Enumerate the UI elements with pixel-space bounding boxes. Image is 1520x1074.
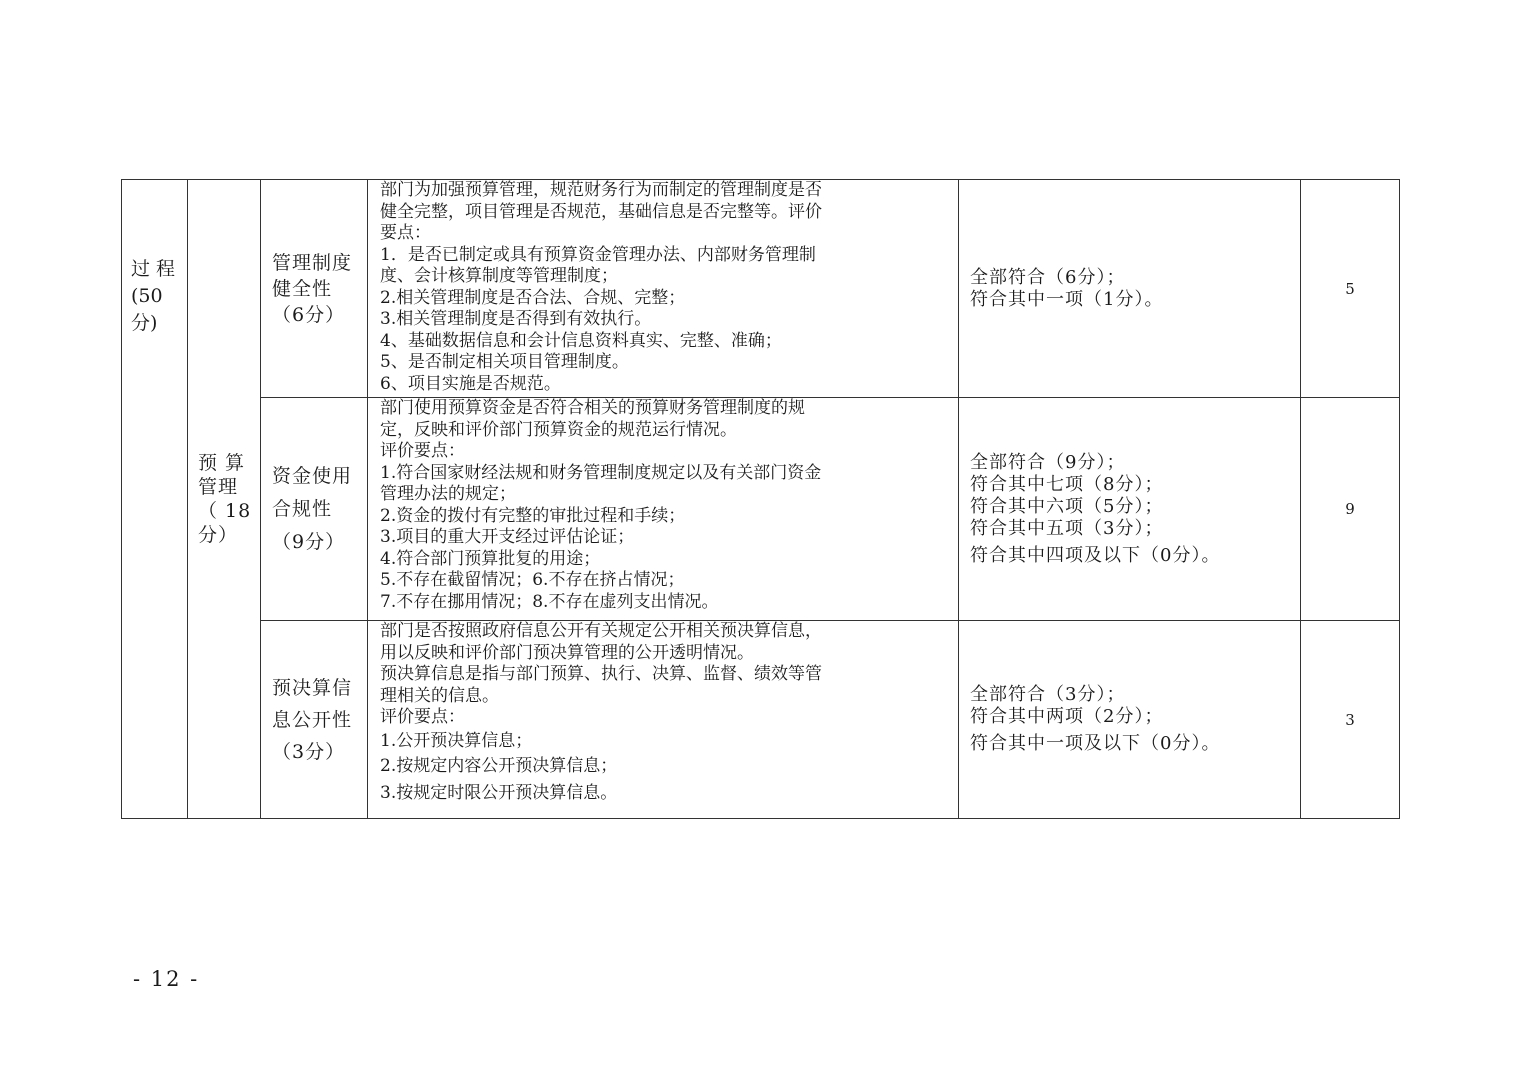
indicator-cell: 预决算信 息公开性 （3分） <box>261 621 368 819</box>
criteria-cell: 部门是否按照政府信息公开有关规定公开相关预决算信息， 用以反映和评价部门预决算管理的公开透明情况。 预决算信息是指与部门预算、执行、决算、监督、绩效等管 理相关的信息。 评价要点： 1.公开预决算信息； 2.按规定内容公开预决算信息； 3.按规定时限公开预决算信息。 <box>368 621 959 819</box>
table-row <box>122 180 1400 398</box>
table-row <box>122 621 1400 819</box>
page-number: - 12 - <box>133 967 200 991</box>
score-cell: 5 <box>1301 180 1400 398</box>
table-row <box>122 398 1400 621</box>
criteria-cell: 部门使用预算资金是否符合相关的预算财务管理制度的规 定，反映和评价部门预算资金的规范运行情况。 评价要点： 1.符合国家财经法规和财务管理制度规定以及有关部门资金 管理办法的规定； 2.资金的拨付有完整的审批过程和手续； 3.项目的重大开支经过评估论证； 4.符合部门预算批复的用途； 5.不存在截留情况；6.不存在挤占情况； 7.不存在挪用情况；8.不存在虚列支出情况。 <box>368 398 959 621</box>
scoring-standard-cell: 全部符合（3分）； 符合其中两项（2分）； 符合其中一项及以下（0分）。 <box>959 621 1301 819</box>
evaluation-table <box>121 179 1400 819</box>
score-cell: 9 <box>1301 398 1400 621</box>
criteria-cell: 部门为加强预算管理，规范财务行为而制定的管理制度是否 健全完整，项目管理是否规范，基础信息是否完整等。评价 要点： 1．是否已制定或具有预算资金管理办法、内部财务管理制 度、会计核算制度等管理制度； 2.相关管理制度是否合法、合规、完整； 3.相关管理制度是否得到有效执行。 4、基础数据信息和会计信息资料真实、完整、准确； 5、是否制定相关项目管理制度。 6、项目实施是否规范。 <box>368 180 959 398</box>
indicator-cell: 管理制度 健全性 （6分） <box>261 180 368 398</box>
scoring-standard-cell: 全部符合（6分）； 符合其中一项（1分）。 <box>959 180 1301 398</box>
scoring-standard-cell: 全部符合（9分）； 符合其中七项（8分）； 符合其中六项（5分）； 符合其中五项（3分）； 符合其中四项及以下（0分）。 <box>959 398 1301 621</box>
level1-indicator: 过 程 (50 分) <box>122 180 188 819</box>
score-cell: 3 <box>1301 621 1400 819</box>
level2-indicator: 预 算 管理 （ 18 分） <box>188 180 261 819</box>
indicator-cell: 资金使用 合规性 （9分） <box>261 398 368 621</box>
